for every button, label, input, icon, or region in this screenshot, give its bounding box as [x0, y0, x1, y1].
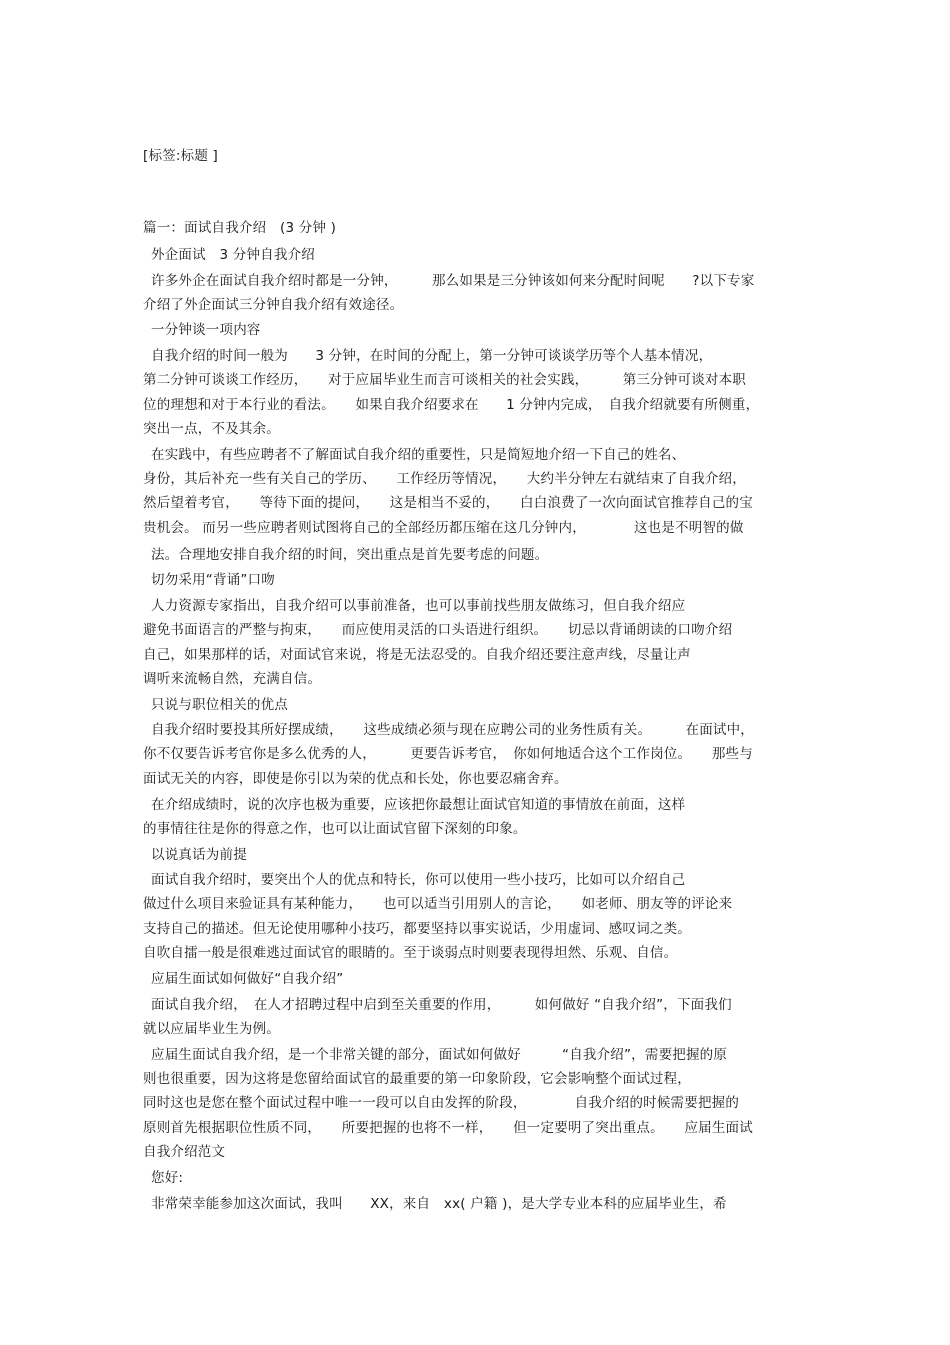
text-line: 同时这也是您在整个面试过程中唯一一段可以自由发挥的阶段， 自我介绍的时候需要把握的	[143, 1095, 740, 1111]
text-line: 面试无关的内容，即使是你引以为荣的优点和长处，你也要忍痛舍弃。	[143, 771, 568, 787]
text-line: 的事情往往是你的得意之作，也可以让面试官留下深刻的印象。	[143, 821, 527, 837]
text-line: 则也很重要，因为这将是您留给面试官的最重要的第一印象阶段，它会影响整个面试过程，	[143, 1071, 691, 1087]
text-line: 在介绍成绩时，说的次序也极为重要，应该把你最想让面试官知道的事情放在前面，这样	[151, 797, 686, 813]
section-heading: 只说与职位相关的优点	[151, 697, 288, 713]
tag-line: [标签:标题 ]	[143, 148, 218, 164]
section-heading: 以说真话为前提	[151, 847, 247, 863]
text-line: 自己，如果那样的话，对面试官来说，将是无法忍受的。自我介绍还要注意声线，尽量让声	[143, 647, 691, 663]
text-line: 第二分钟可谈谈工作经历， 对于应届毕业生而言可谈相关的社会实践， 第三分钟可谈对本职	[143, 372, 746, 388]
text-line: 身份，其后补充一些有关自己的学历、 工作经历等情况， 大约半分钟左右就结束了自我介绍，	[143, 471, 746, 487]
text-line: 许多外企在面试自我介绍时都是一分钟， 那么如果是三分钟该如何来分配时间呢 ?以下专家	[151, 273, 755, 289]
text-line: 自我介绍时要投其所好摆成绩， 这些成绩必须与现在应聘公司的业务性质有关。 在面试中，	[151, 722, 754, 738]
text-line: 支持自己的描述。但无论使用哪种小技巧，都要坚持以事实说话，少用虚词、感叹词之类。	[143, 921, 691, 937]
text-line: 做过什么项目来验证具有某种能力， 也可以适当引用别人的言论， 如老师、朋友等的评论来	[143, 896, 733, 912]
article-title: 篇一：面试自我介绍 (3 分钟 )	[143, 220, 337, 236]
text-line: 贵机会。 而另一些应聘者则试图将自己的全部经历都压缩在这几分钟内， 这也是不明智的做	[143, 520, 744, 536]
text-line: 法。合理地安排自我介绍的时间，突出重点是首先要考虑的问题。	[151, 547, 549, 563]
text-line: 面试自我介绍， 在人才招聘过程中启到至关重要的作用， 如何做好 “自我介绍”，下面我们	[151, 997, 732, 1013]
text-line: 就以应届毕业生为例。	[143, 1021, 280, 1037]
text-line: 你不仅要告诉考官你是多么优秀的人， 更要告诉考官， 你如何地适合这个工作岗位。 那些与	[143, 746, 753, 762]
text-line: 避免书面语言的严整与拘束， 而应使用灵活的口头语进行组织。 切忌以背诵朗读的口吻介绍	[143, 622, 733, 638]
section-heading: 切勿采用“背诵”口吻	[151, 572, 275, 588]
text-line: 自吹自擂一般是很难逃过面试官的眼睛的。至于谈弱点时则要表现得坦然、乐观、自信。	[143, 945, 678, 961]
section-heading: 应届生面试如何做好“自我介绍”	[151, 971, 344, 987]
text-line: 调听来流畅自然，充满自信。	[143, 671, 322, 687]
section-heading: 一分钟谈一项内容	[151, 322, 261, 338]
text-line: 位的理想和对于本行业的看法。 如果自我介绍要求在 1 分钟内完成， 自我介绍就要有所侧重，	[143, 397, 760, 413]
text-line: 自我介绍的时间一般为 3 分钟，在时间的分配上，第一分钟可谈谈学历等个人基本情况，	[151, 348, 713, 364]
section-heading: 外企面试 3 分钟自我介绍	[151, 247, 315, 263]
text-line: 您好:	[151, 1170, 184, 1186]
text-line: 突出一点，不及其余。	[143, 421, 280, 437]
text-line: 在实践中，有些应聘者不了解面试自我介绍的重要性，只是简短地介绍一下自己的姓名、	[151, 447, 686, 463]
text-line: 应届生面试自我介绍，是一个非常关键的部分，面试如何做好 “自我介绍”，需要把握的原	[151, 1047, 728, 1063]
text-line: 人力资源专家指出，自我介绍可以事前准备，也可以事前找些朋友做练习，但自我介绍应	[151, 598, 686, 614]
text-line: 然后望着考官， 等待下面的提问， 这是相当不妥的， 白白浪费了一次向面试官推荐自己的宝	[143, 495, 753, 511]
text-line: 面试自我介绍时，要突出个人的优点和特长，你可以使用一些小技巧，比如可以介绍自己	[151, 872, 686, 888]
text-line: 介绍了外企面试三分钟自我介绍有效途径。	[143, 297, 404, 313]
text-line: 自我介绍范文	[143, 1144, 226, 1160]
text-line: 非常荣幸能参加这次面试，我叫 XX，来自 xx( 户籍 )，是大学专业本科的应届毕业生，希	[151, 1196, 727, 1212]
text-line: 原则首先根据职位性质不同， 所要把握的也将不一样， 但一定要明了突出重点。 应届生面试	[143, 1120, 753, 1136]
